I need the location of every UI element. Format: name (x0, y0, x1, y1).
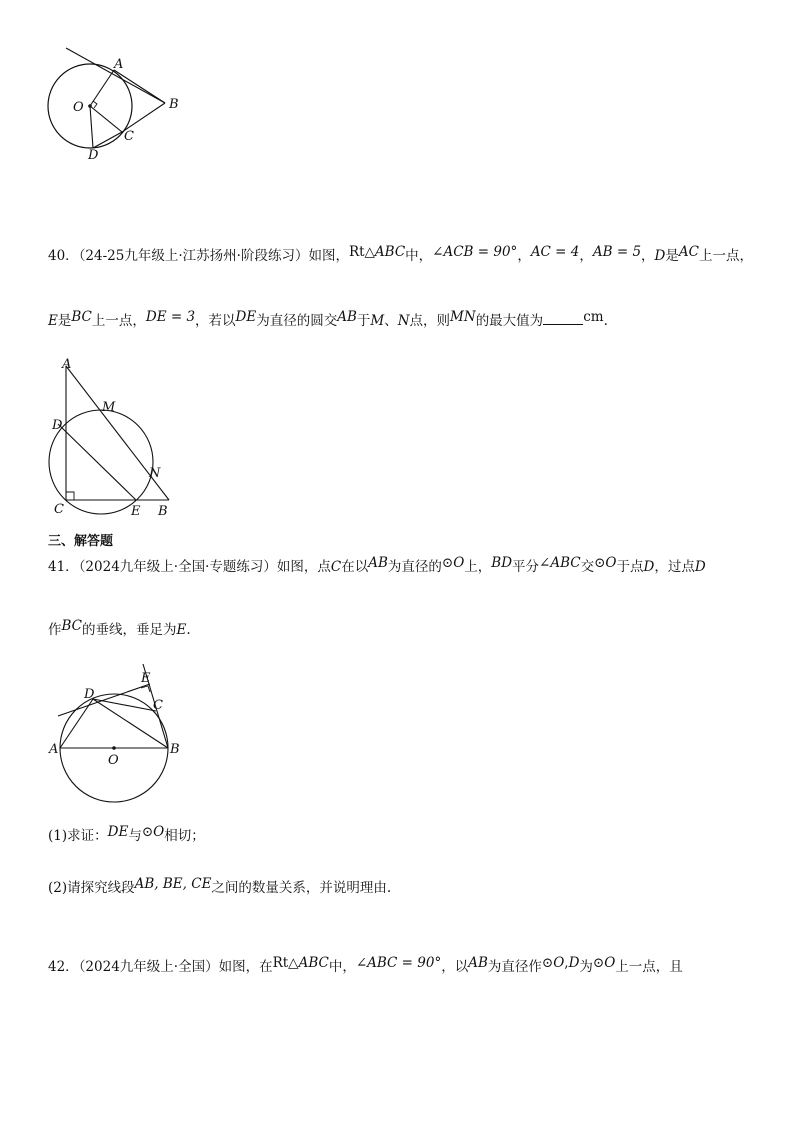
line-oc (90, 106, 122, 132)
q42-ab: AB (468, 955, 488, 971)
q41-text: 交 (580, 559, 595, 575)
q41-line2 (48, 620, 191, 640)
q41-circle-symbol-3: ⊙ (141, 824, 154, 840)
q42-o: O (553, 955, 565, 971)
chord-ad (60, 699, 93, 748)
figure-tangent-circle (40, 40, 200, 170)
chord-cd (93, 132, 122, 148)
q40-mn: MN (450, 309, 476, 325)
q41-angle: ∠ABC (539, 555, 581, 571)
q42-text: 为直径作 (487, 959, 542, 975)
q40-text: 、 (384, 313, 398, 329)
q41-de: DE (107, 824, 129, 840)
q40-d: D (654, 248, 666, 264)
label-c: C (54, 502, 64, 517)
q41-bc: BC (61, 618, 83, 634)
q40-number: 40． (48, 248, 79, 264)
q42-text: , (564, 955, 569, 971)
q40-text: 于 (356, 313, 371, 329)
q41-text: 的垂线，垂足为 (82, 622, 177, 638)
q40-angle: ∠ACB = 90° (432, 244, 518, 260)
label-o: O (108, 753, 119, 768)
figure-circle-diameter (40, 662, 200, 812)
q42-o2: O (604, 955, 616, 971)
section-heading: 三、解答题 (48, 534, 114, 549)
q42-angle: ∠ABC = 90° (355, 955, 442, 971)
q41-text: 作 (48, 622, 62, 638)
q41-d: D (643, 559, 655, 575)
q40-line1 (48, 246, 753, 266)
center-point-o (88, 104, 92, 108)
q41-c: C (330, 559, 342, 575)
label-e: E (131, 504, 141, 519)
label-e: E (141, 671, 151, 686)
q40-text: 是 (665, 248, 679, 264)
q40-unit: cm (583, 309, 604, 325)
q41-text: 相切； (164, 828, 205, 844)
q40-ac: AC = 4 (530, 244, 580, 260)
q41-part2 (48, 878, 391, 898)
q41-text: . (186, 622, 191, 638)
figure-circle-diameter-svg (40, 662, 200, 812)
line-ab (114, 70, 165, 103)
figure-right-triangle-svg (40, 352, 180, 522)
q40-text: ， (641, 248, 655, 264)
q40-bc: BC (71, 309, 92, 325)
diameter-de (58, 424, 136, 500)
line-bc (122, 103, 165, 132)
label-c: C (124, 129, 134, 144)
q40-ab-2: AB (337, 309, 357, 325)
q41-circle-symbol-2: ⊙ (594, 555, 606, 571)
q40-text: 中， (405, 248, 433, 264)
radius-oa (90, 70, 114, 106)
q42-d: D (568, 955, 580, 971)
right-angle-mark-c (66, 492, 74, 500)
q42-rt-triangle: Rt△ (272, 955, 299, 971)
q41-text: ，过点 (654, 559, 695, 575)
q40-text: . (603, 313, 608, 329)
q40-text: 的最大值为 (475, 313, 544, 329)
q40-abc: ABC (374, 244, 406, 260)
q42-circle-symbol: ⊙ (541, 955, 554, 971)
q41-text: 为直径的 (387, 559, 442, 575)
q40-text: ， (579, 248, 593, 264)
q40-n: N (397, 313, 410, 329)
label-b: B (170, 742, 180, 757)
q40-text: 点，则 (409, 313, 451, 329)
q41-number: 41． (48, 559, 79, 575)
q42-text: 上一点，且 (615, 959, 683, 975)
label-n: N (149, 466, 161, 481)
label-b: B (158, 504, 168, 519)
label-o: O (73, 100, 84, 115)
q42-line1 (48, 957, 683, 977)
q41-text: (2)请探究线段 (48, 880, 135, 896)
q41-o2: O (605, 555, 617, 571)
q42-text: 为 (579, 959, 593, 975)
q42-number: 42． (48, 959, 79, 975)
q41-circle-symbol: ⊙ (441, 555, 454, 571)
q40-text: 上一点， (698, 248, 753, 264)
label-d: D (88, 148, 99, 163)
q41-text: 在以 (341, 559, 369, 575)
q40-text: 为直径的圆交 (256, 313, 338, 329)
q40-text: 是 (57, 313, 72, 329)
answer-blank[interactable] (543, 310, 583, 325)
q41-ab: AB (368, 555, 388, 571)
q42-text: ，以 (441, 959, 469, 975)
q40-rt-triangle: Rt△ (348, 244, 375, 260)
q40-line2 (48, 310, 608, 331)
q40-text: ， (517, 248, 531, 264)
tangent-de (58, 684, 150, 716)
q40-source: （24-25九年级上·江苏扬州·阶段练习）如图， (78, 248, 349, 264)
q41-o3: O (153, 824, 165, 840)
q42-abc: ABC (298, 955, 329, 971)
label-a: A (62, 357, 72, 372)
q41-text: 平分 (512, 559, 540, 575)
q41-bd: BD (491, 555, 513, 571)
center-point-o (112, 746, 116, 750)
q40-m: M (370, 313, 385, 329)
right-angle-mark (93, 101, 97, 108)
q42-source: （2024九年级上·全国）如图，在 (78, 959, 273, 975)
q41-e: E (176, 622, 187, 638)
q41-text: 上， (464, 559, 492, 575)
figure-tangent-circle-svg (40, 40, 200, 170)
circle-de (49, 410, 153, 514)
q41-d2: D (694, 559, 706, 575)
q41-o: O (453, 555, 465, 571)
q40-de: DE = 3 (145, 309, 196, 325)
q41-text: 之间的数量关系，并说明理由. (211, 880, 392, 896)
label-m: M (102, 400, 116, 415)
label-d: D (52, 418, 63, 433)
q40-text: ，若以 (195, 313, 236, 329)
q41-text: 与 (128, 828, 142, 844)
q40-text: 上一点， (91, 313, 146, 329)
q40-ac2: AC (678, 244, 699, 260)
q41-source: （2024九年级上·全国·专题练习）如图，点 (78, 559, 331, 575)
q41-part1 (48, 826, 205, 846)
q41-line1 (48, 557, 706, 577)
q40-ab: AB = 5 (592, 244, 642, 260)
label-b: B (169, 97, 179, 112)
radius-od (90, 106, 93, 148)
q40-e: E (48, 313, 58, 329)
figure-right-triangle (40, 352, 180, 522)
q42-circle-symbol-2: ⊙ (592, 955, 605, 971)
q40-de2: DE (235, 309, 257, 325)
q41-text: (1)求证： (48, 828, 108, 844)
q41-text: 于点 (616, 559, 644, 575)
label-d: D (84, 687, 95, 702)
q42-text: 中， (328, 959, 356, 975)
label-a: A (49, 742, 59, 757)
label-a: A (114, 57, 124, 72)
q41-segments: AB, BE, CE (134, 876, 212, 892)
label-c: C (153, 698, 163, 713)
